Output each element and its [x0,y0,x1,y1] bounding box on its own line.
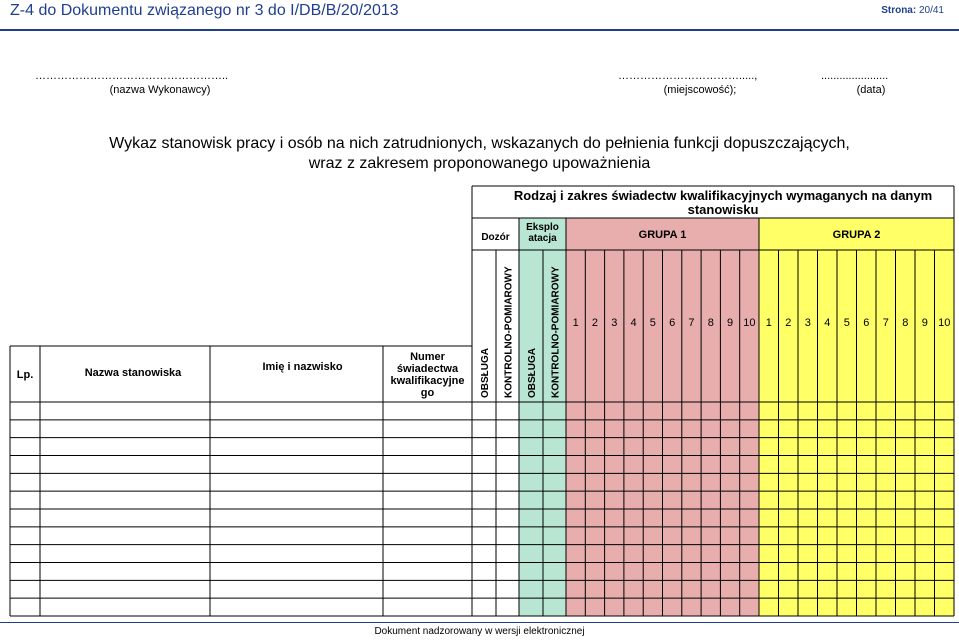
grupa1-number: 10 [743,317,756,329]
eksploatacja-header-1: Eksplo [526,222,559,233]
dozor-obsluga-label: OBSŁUGA [480,348,491,398]
group-header-line1: Rodzaj i zakres świadectw kwalifikacyjnych wymaganych na danym [513,188,933,203]
grupa2-number: 9 [921,317,928,329]
grupa2-number: 2 [785,317,792,329]
eksploatacja-header-2: atacja [528,233,557,244]
numer-header-line: świadectwa [396,363,459,375]
grupa1-number: 4 [630,317,637,329]
grupa2-number: 3 [804,317,811,329]
grupa2-number: 10 [938,317,951,329]
dozor-header: Dozór [481,232,510,243]
document-title: Z-4 do Dokumentu związanego nr 3 do I/DB/B/20/2013 [10,2,399,19]
grupa2-number: 1 [765,317,772,329]
numer-header-line: Numer [410,351,445,363]
grupa1-header: GRUPA 1 [638,229,687,241]
grupa1-number: 2 [591,317,599,329]
lp-header: Lp. [16,369,34,381]
contractor-dots: …………………………………………….. [35,70,229,82]
main-title-line1: Wykaz stanowisk pracy i osób na nich zatrudnionych, wskazanych do pełnienia funkcji dopuszczających, [109,135,850,152]
page-value: 20/41 [918,5,944,16]
dozor-kontrolno-label: KONTROLNO-POMIAROWY [503,266,515,398]
grupa2-header: GRUPA 2 [832,229,881,241]
numer-header-line: kwalifikacyjne [390,375,465,387]
eksploatacja-obsluga-label: OBSŁUGA [527,348,538,398]
nazwa-header: Nazwa stanowiska [84,367,182,379]
numer-header-line: go [420,387,435,399]
group-header-line2: stanowisku [687,202,759,217]
place-dots: ……………………………....., [618,70,758,82]
grupa2-number: 6 [863,317,870,329]
date-dots: ...................... [821,70,889,82]
grupa2-number: 8 [902,317,909,329]
place-caption: (miejscowość); [663,84,737,96]
grupa1-number: 7 [688,317,695,329]
page-label: Strona: [881,5,917,16]
grupa1-number: 3 [611,317,618,329]
grupa1-number: 8 [707,317,714,329]
grupa2-number: 7 [882,317,889,329]
contractor-caption: (nazwa Wykonawcy) [109,84,211,96]
grupa1-number: 5 [649,317,656,329]
eksploatacja-kontrolno-label: KONTROLNO-POMIAROWY [550,266,562,398]
date-caption: (data) [856,84,886,96]
grupa2-number: 5 [843,317,850,329]
grupa1-number: 9 [726,317,734,329]
imie-header: Imię i nazwisko [262,361,343,373]
grupa1-number: 6 [669,317,676,329]
grupa1-number: 1 [572,317,579,329]
grupa2-number: 4 [824,317,831,329]
main-title-line2: wraz z zakresem proponowanego upoważnienia [308,155,651,172]
footer-text: Dokument nadzorowany w wersji elektronicznej [374,626,585,637]
footer-rule [0,622,959,623]
